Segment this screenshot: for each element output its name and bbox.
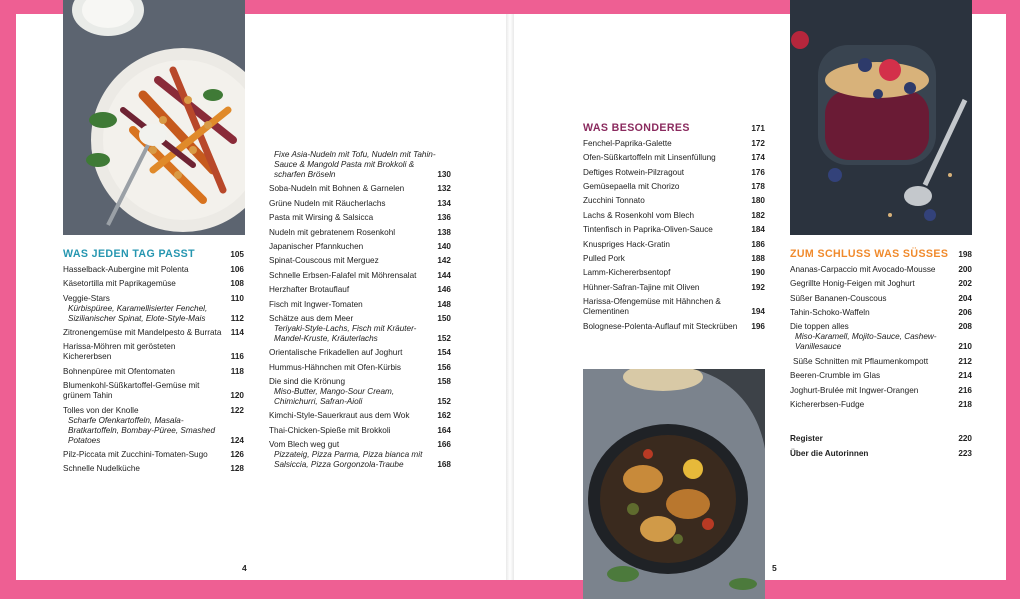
section-heading-row — [790, 248, 972, 261]
toc-entry[interactable] — [790, 371, 972, 381]
toc-entry[interactable] — [269, 184, 451, 194]
toc-entry[interactable] — [63, 342, 244, 362]
section-heading-row — [63, 248, 244, 261]
toc-entry[interactable] — [790, 357, 972, 367]
toc-entry-page: 146 — [437, 285, 451, 295]
toc-entry-page: 172 — [751, 138, 765, 148]
toc-subentry-page: 168 — [437, 460, 451, 470]
toc-subentry-page: 152 — [437, 333, 451, 343]
toc-subentries: Miso-Karamell, Mojito-Sauce, Cashew-Vanillesauce — [795, 332, 937, 352]
toc-entry[interactable] — [790, 400, 972, 410]
toc-entry[interactable] — [583, 139, 765, 149]
toc-entry-label: Hummus-Hähnchen mit Ofen-Kürbis — [269, 362, 401, 372]
toc-entry-page: 182 — [751, 210, 765, 220]
toc-entry-page: 223 — [958, 448, 972, 458]
toc-entry-page: 126 — [230, 450, 244, 460]
toc-entry-page: 142 — [437, 256, 451, 266]
toc-subentries: Pizzateig, Pizza Parma, Pizza bianca mit Salsiccia, Pizza Gorgonzola-Traube — [274, 450, 423, 470]
toc-subentry-page: 124 — [230, 435, 244, 445]
toc-entry-page: 132 — [437, 184, 451, 194]
toc-entry-page: 176 — [751, 167, 765, 177]
toc-entry-label: Thai-Chicken-Spieße mit Brokkoli — [269, 425, 391, 435]
toc-entry-page: 140 — [437, 241, 451, 251]
toc-entry-page: 196 — [751, 321, 765, 331]
toc-entry-page: 206 — [958, 308, 972, 318]
toc-entry-label: Fisch mit Ingwer-Tomaten — [269, 299, 363, 309]
toc-entry[interactable] — [63, 381, 244, 401]
toc-entry[interactable] — [790, 386, 972, 396]
toc-entry[interactable] — [63, 367, 244, 377]
toc-entry[interactable] — [63, 328, 244, 338]
toc-entry-group[interactable] — [269, 440, 451, 470]
toc-entry-group[interactable] — [269, 150, 451, 180]
section-page-number: 105 — [230, 250, 244, 259]
toc-entry-page: 134 — [437, 198, 451, 208]
toc-entry-page: 200 — [958, 264, 972, 274]
section-heading-row — [583, 122, 765, 135]
toc-entry-page: 188 — [751, 254, 765, 264]
toc-entry[interactable] — [269, 228, 451, 238]
toc-entry-label: Schnelle Nudelküche — [63, 464, 140, 474]
section-page-number: 171 — [751, 124, 765, 133]
toc-entry-label: Tintenfisch in Paprika-Oliven-Sauce — [583, 225, 713, 235]
toc-entry-label: Ananas-Carpaccio mit Avocado-Mousse — [790, 264, 936, 274]
toc-entry-page: 154 — [437, 348, 451, 358]
toc-entry-label: Grüne Nudeln mit Räucherlachs — [269, 198, 386, 208]
toc-entry-page: 184 — [751, 225, 765, 235]
toc-entry-page: 110 — [230, 293, 244, 303]
toc-entry-page: 162 — [437, 411, 451, 421]
toc-entry[interactable] — [583, 240, 765, 250]
toc-entry[interactable] — [269, 363, 451, 373]
toc-entry-page: 106 — [230, 264, 244, 274]
toc-entry[interactable] — [269, 300, 451, 310]
section-heading: WAS JEDEN TAG PASST — [63, 248, 195, 260]
toc-entry-page: 218 — [958, 400, 972, 410]
toc-entry-label: Tolles von der Knolle — [63, 405, 139, 415]
toc-entry-label: Beeren-Crumble im Glas — [790, 371, 881, 381]
toc-entry[interactable] — [583, 211, 765, 221]
toc-entry[interactable] — [269, 271, 451, 281]
toc-entry[interactable] — [583, 168, 765, 178]
toc-section-special — [583, 122, 765, 336]
toc-entry[interactable] — [790, 265, 972, 275]
toc-entry-page: 216 — [958, 385, 972, 395]
toc-entry-label: Orientalische Frikadellen auf Joghurt — [269, 348, 403, 358]
toc-entry[interactable] — [583, 196, 765, 206]
toc-entry-page: 220 — [958, 434, 972, 444]
toc-entry-page: 166 — [437, 440, 451, 450]
toc-entry[interactable] — [790, 294, 972, 304]
toc-register-entry[interactable] — [790, 434, 972, 444]
toc-entry[interactable] — [583, 182, 765, 192]
toc-entry-page: 214 — [958, 371, 972, 381]
toc-entry-group[interactable] — [790, 322, 972, 352]
toc-entry-label: Kimchi-Style-Sauerkraut aus dem Wok — [269, 411, 410, 421]
toc-entry-label: Pulled Pork — [583, 254, 625, 264]
toc-entry-page: 190 — [751, 268, 765, 278]
toc-subentry-page: 152 — [437, 397, 451, 407]
toc-entry-label: Nudeln mit gebratenem Rosenkohl — [269, 227, 396, 237]
section-heading: WAS BESONDERES — [583, 122, 690, 134]
toc-entry-page: 192 — [751, 282, 765, 292]
toc-entry-label: Fenchel-Paprika-Galette — [583, 138, 672, 148]
toc-authors-entry[interactable] — [790, 449, 972, 459]
toc-entry-page: 144 — [437, 270, 451, 280]
toc-entry-page: 108 — [230, 279, 244, 289]
toc-entry-page: 178 — [751, 182, 765, 192]
toc-entry-label: Zitronengemüse mit Mandelpesto & Burrata — [63, 328, 222, 338]
toc-entry-label: Pasta mit Wirsing & Salsicca — [269, 213, 374, 223]
toc-entry-page: 174 — [751, 153, 765, 163]
toc-entry[interactable] — [63, 464, 244, 474]
toc-section-everyday — [63, 248, 244, 479]
toc-entry[interactable] — [583, 254, 765, 264]
toc-entry-label: Kichererbsen-Fudge — [790, 400, 865, 410]
toc-entry-label: Die toppen alles — [790, 322, 849, 332]
toc-entry[interactable] — [63, 450, 244, 460]
toc-entry-label: Bolognese-Polenta-Auflauf mit Steckrüben — [583, 321, 738, 331]
toc-entry-page: 138 — [437, 227, 451, 237]
toc-entry-page: 180 — [751, 196, 765, 206]
toc-entry[interactable] — [583, 322, 765, 332]
toc-entry-page: 204 — [958, 293, 972, 303]
toc-entry-label: Süße Schnitten mit Pflaumenkompott — [793, 356, 929, 366]
toc-entry-label: Über die Autorinnen — [790, 448, 869, 458]
toc-entry[interactable] — [583, 153, 765, 163]
toc-entry[interactable] — [269, 285, 451, 295]
toc-entry-label: Tahin-Schoko-Waffeln — [790, 308, 870, 318]
berry-crumble-photo — [790, 0, 972, 235]
toc-entry-page: 120 — [230, 391, 244, 401]
toc-entry-page: 158 — [437, 377, 451, 387]
toc-entry-label: Japanischer Pfannkuchen — [269, 241, 364, 251]
toc-entry-label: Schnelle Erbsen-Falafel mit Möhrensalat — [269, 270, 417, 280]
toc-subentries: Fixe Asia-Nudeln mit Tofu, Nudeln mit Tahin-Sauce & Mangold Pasta mit Brokkoli & scharfen Bröseln — [274, 150, 436, 179]
toc-subentry-page: 112 — [230, 313, 244, 323]
toc-entry[interactable] — [790, 279, 972, 289]
book-gutter — [506, 14, 514, 580]
toc-entry-page: 186 — [751, 239, 765, 249]
toc-entry-label: Gemüsepaella mit Chorizo — [583, 182, 680, 192]
toc-entry-page: 128 — [230, 464, 244, 474]
toc-entry-page: 208 — [958, 322, 972, 332]
toc-entry[interactable] — [583, 283, 765, 293]
toc-entry-label: Vom Blech weg gut — [269, 440, 340, 450]
toc-entry-page: 136 — [437, 213, 451, 223]
toc-entry-label: Soba-Nudeln mit Bohnen & Garnelen — [269, 184, 405, 194]
toc-subentry-page: 210 — [958, 342, 972, 352]
toc-entry[interactable] — [583, 268, 765, 278]
toc-entry-label: Veggie-Stars — [63, 293, 110, 303]
toc-entry-label: Die sind die Krönung — [269, 377, 346, 387]
toc-entry[interactable] — [269, 199, 451, 209]
toc-entry[interactable] — [63, 265, 244, 275]
toc-entry[interactable] — [269, 426, 451, 436]
toc-entry-group[interactable] — [269, 377, 451, 407]
tagine-photo — [583, 369, 765, 599]
toc-entry-label: Bohnenpüree mit Ofentomaten — [63, 366, 175, 376]
toc-entry-page: 114 — [230, 328, 244, 338]
toc-entry-label: Gegrillte Honig-Feigen mit Joghurt — [790, 279, 915, 289]
page-number-right: 5 — [772, 563, 777, 573]
toc-entry-label: Hasselback-Aubergine mit Polenta — [63, 264, 189, 274]
section-heading: ZUM SCHLUSS WAS SÜSSES — [790, 248, 949, 260]
toc-entry-group[interactable] — [63, 294, 244, 324]
toc-entry-label: Pilz-Piccata mit Zucchini-Tomaten-Sugo — [63, 450, 208, 460]
toc-subentries: Kürbispüree, Karamellisierter Fenchel, Sizilianischer Spinat, Elote-Style-Mais — [68, 303, 208, 323]
toc-entry-page: 212 — [958, 356, 972, 366]
toc-subentry-page: 130 — [437, 170, 451, 179]
toc-entry[interactable] — [583, 297, 765, 317]
toc-entry[interactable] — [269, 411, 451, 421]
toc-entry-page: 202 — [958, 279, 972, 289]
toc-entry-label: Schätze aus dem Meer — [269, 313, 354, 323]
toc-entry[interactable] — [790, 308, 972, 318]
toc-entry[interactable] — [269, 256, 451, 266]
toc-entry-label: Deftiges Rotwein-Pilzragout — [583, 167, 685, 177]
toc-entry-page: 164 — [437, 425, 451, 435]
toc-entry-label: Lamm-Kichererbsentopf — [583, 268, 671, 278]
toc-entry-page: 118 — [230, 366, 244, 376]
toc-entry-group[interactable] — [63, 406, 244, 446]
toc-entry-page: 116 — [230, 352, 244, 362]
toc-entry[interactable] — [269, 213, 451, 223]
toc-entry-group[interactable] — [269, 314, 451, 344]
toc-entry[interactable] — [269, 348, 451, 358]
toc-entry-label: Ofen-Süßkartoffeln mit Linsenfüllung — [583, 153, 716, 163]
toc-entry-label: Herzhafter Brotauflauf — [269, 285, 350, 295]
toc-entry-label: Harissa-Möhren mit gerösteten Kichererbsen — [63, 342, 176, 362]
toc-entry-label: Blumenkohl-Süßkartoffel-Gemüse mit grünem Tahin — [63, 381, 200, 401]
toc-section-continued — [269, 150, 451, 475]
toc-entry-label: Register — [790, 434, 823, 444]
toc-section-sweets — [790, 248, 972, 463]
toc-entry-label: Harissa-Ofengemüse mit Hähnchen & Clementinen — [583, 297, 721, 317]
roasted-vegetables-photo — [63, 0, 245, 235]
toc-entry-page: 150 — [437, 313, 451, 323]
toc-entry-label: Käsetortilla mit Paprikagemüse — [63, 279, 176, 289]
section-page-number: 198 — [958, 250, 972, 259]
toc-entry-label: Zucchini Tonnato — [583, 196, 645, 206]
toc-subentries: Miso-Butter, Mango-Sour Cream, Chimichurri, Safran-Aioli — [274, 387, 395, 407]
toc-entry-page: 194 — [751, 307, 765, 317]
toc-entry-page: 148 — [437, 299, 451, 309]
toc-entry-label: Lachs & Rosenkohl vom Blech — [583, 210, 695, 220]
toc-entry-label: Joghurt-Brulée mit Ingwer-Orangen — [790, 385, 919, 395]
toc-entry-label: Hühner-Safran-Tajine mit Oliven — [583, 282, 700, 292]
toc-subentries: Teriyaki-Style-Lachs, Fisch mit Kräuter-Mandel-Kruste, Kräuterlachs — [274, 323, 417, 343]
toc-entry-label: Spinat-Couscous mit Merguez — [269, 256, 379, 266]
toc-entry[interactable] — [63, 279, 244, 289]
toc-entry[interactable] — [269, 242, 451, 252]
toc-entry-page: 122 — [230, 405, 244, 415]
toc-entry-label: Knuspriges Hack-Gratin — [583, 239, 670, 249]
toc-entry-page: 156 — [437, 362, 451, 372]
toc-entry[interactable] — [583, 225, 765, 235]
page-number-left: 4 — [242, 563, 247, 573]
toc-entry-label: Süßer Bananen-Couscous — [790, 293, 887, 303]
toc-subentries: Scharfe Ofenkartoffeln, Masala-Bratkartoffeln, Bombay-Püree, Smashed Potatoes — [68, 415, 215, 445]
